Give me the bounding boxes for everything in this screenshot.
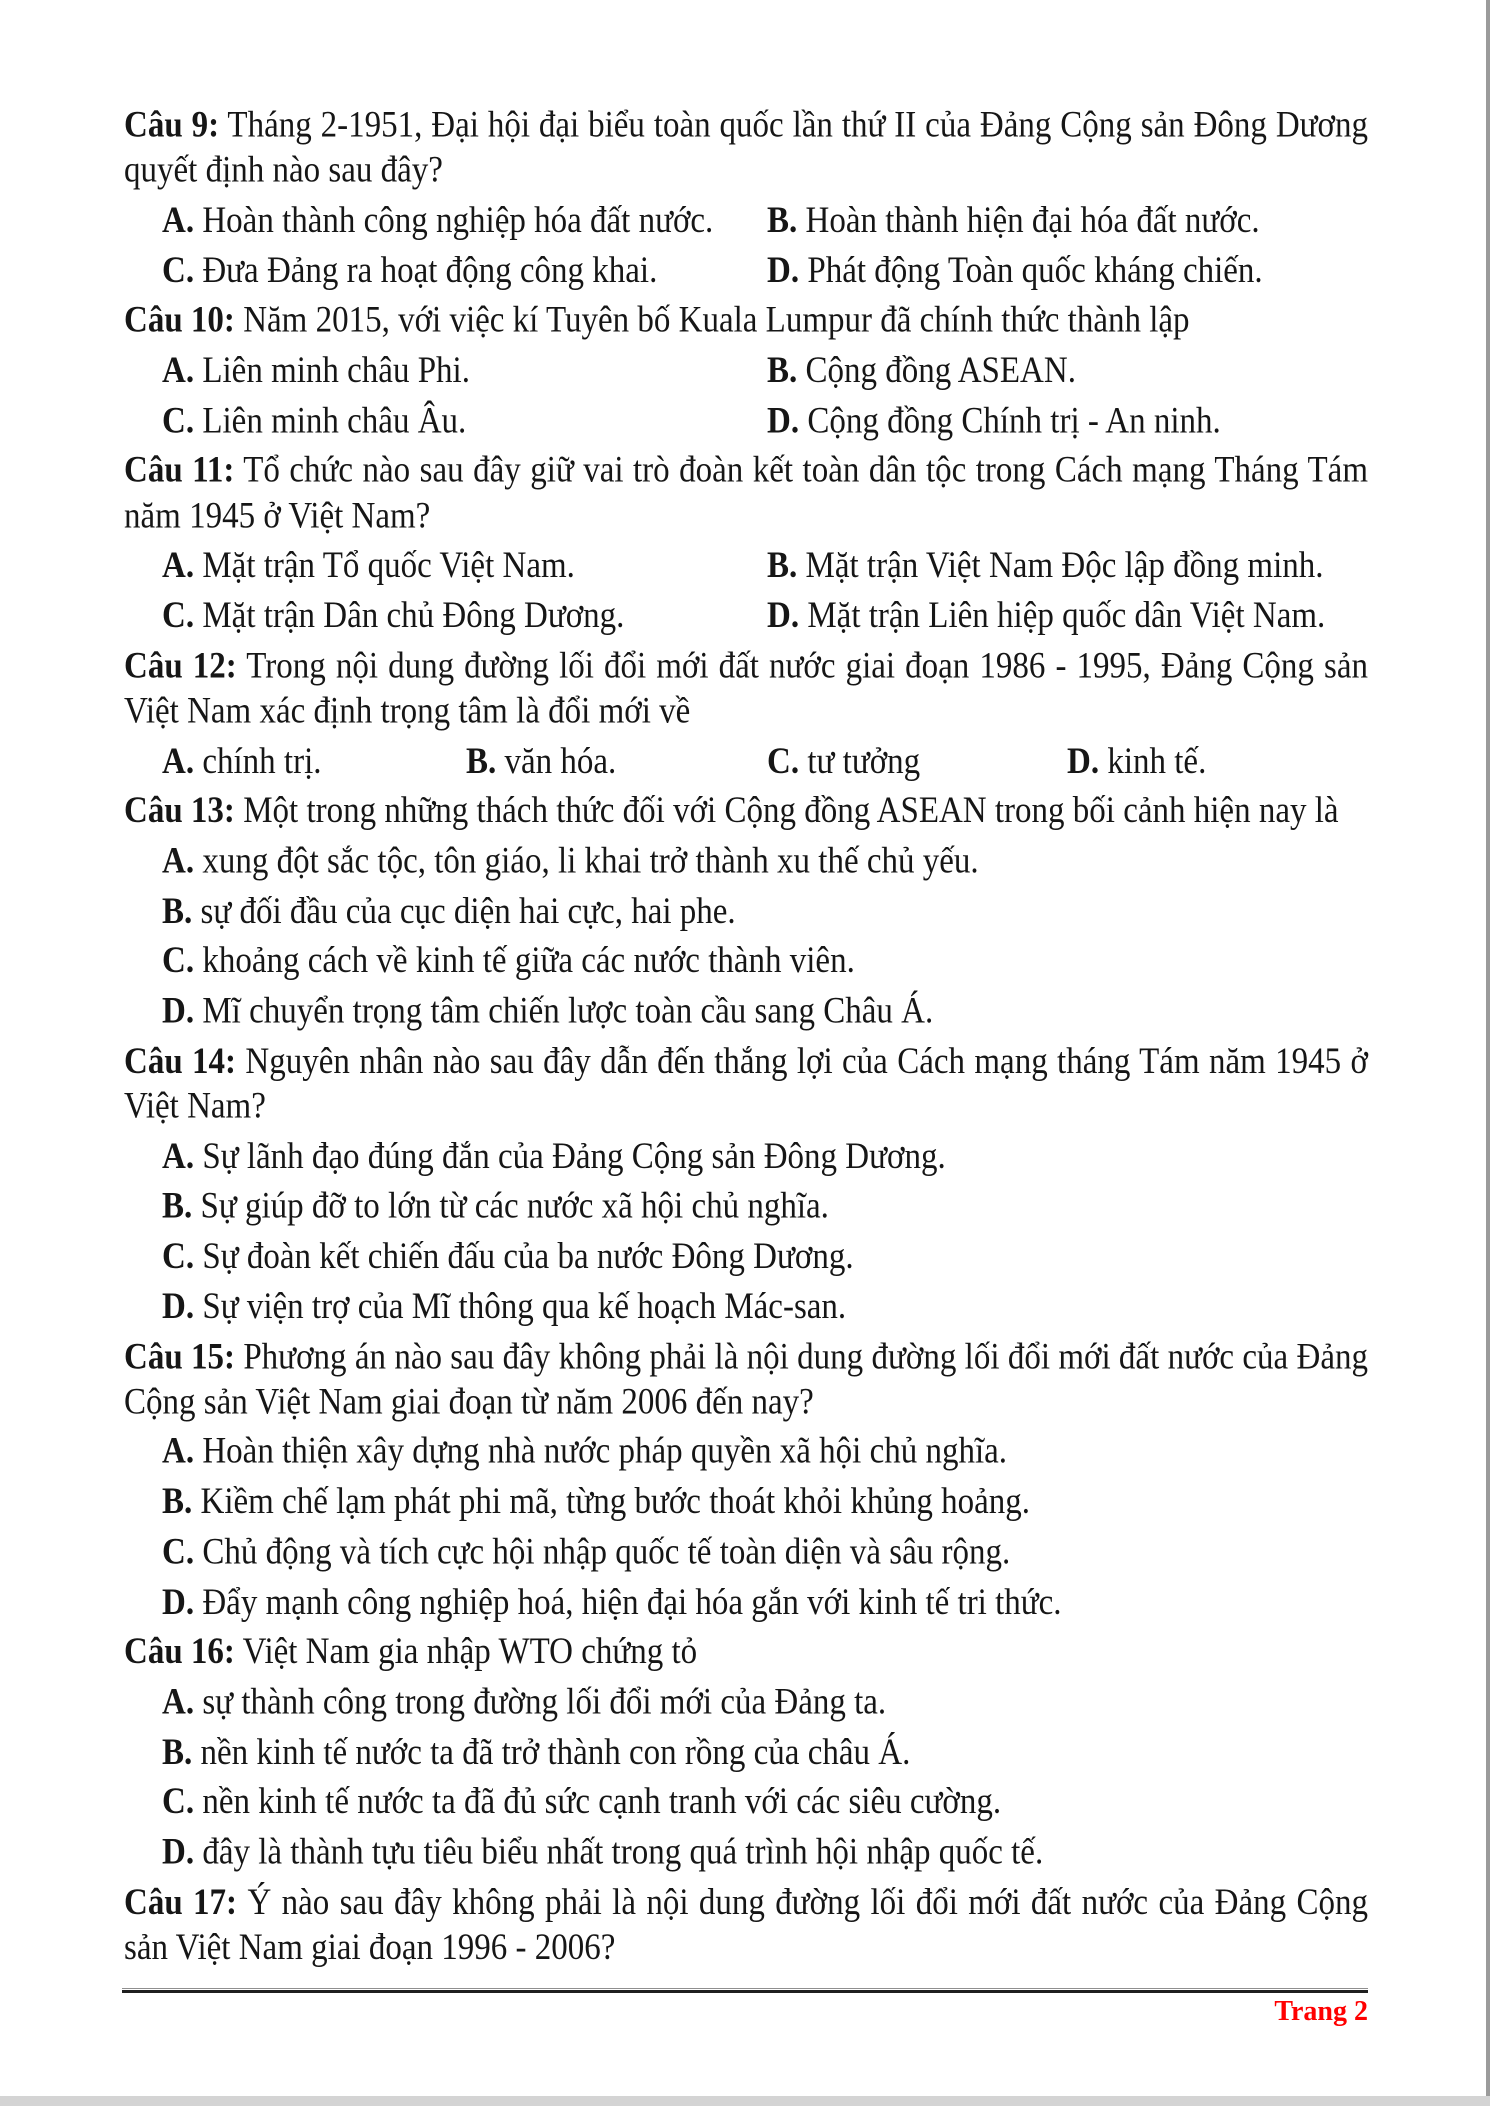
option-text: Mặt trận Liên hiệp quốc dân Việt Nam.	[807, 595, 1326, 637]
option-letter: A.	[162, 545, 195, 587]
question-text-line	[124, 148, 1368, 193]
options-row	[124, 1184, 1368, 1229]
option-item	[162, 739, 466, 784]
option-letter: C.	[162, 1531, 195, 1573]
question-text-line	[124, 689, 1368, 734]
question-block	[124, 448, 1368, 638]
option-text: chính trị.	[202, 740, 322, 782]
option-letter: C.	[162, 400, 195, 441]
question-text-line	[124, 1925, 1368, 1970]
question-text: Nguyên nhân nào sau đây dẫn đến thắng lợi của Cách mạng tháng Tám năm 1945 ở	[245, 1041, 1368, 1082]
question-text: Năm 2015, với việc kí Tuyên bố Kuala Lumpur đã chính thức thành lập	[243, 300, 1190, 341]
question-text: Một trong những thách thức đối với Cộng đồng ASEAN trong bối cảnh hiện nay là	[243, 791, 1339, 832]
options-row	[124, 1530, 1368, 1575]
question-text: Trong nội dung đường lối đổi mới đất nước giai đoạn 1986 - 1995, Đảng Cộng sản	[246, 645, 1369, 687]
option-letter: B.	[767, 545, 798, 587]
option-letter: D.	[767, 595, 800, 637]
options-row	[124, 1284, 1368, 1329]
question-block	[124, 1335, 1368, 1625]
option-letter: D.	[162, 1582, 195, 1623]
options-row	[124, 594, 1368, 639]
option-text: nền kinh tế nước ta đã đủ sức cạnh tranh với các siêu cường.	[202, 1782, 1002, 1823]
option-item	[162, 348, 767, 393]
options-row	[124, 1730, 1368, 1775]
page-number: Trang 2	[1274, 1996, 1368, 2027]
question-block	[124, 1039, 1368, 1329]
question-text-line	[124, 298, 1368, 343]
option-letter: B.	[162, 1481, 193, 1523]
question-text: quyết định nào sau đây?	[124, 150, 443, 191]
question-text-line	[124, 644, 1368, 689]
question-text: Phương án nào sau đây không phải là nội dung đường lối đổi mới đất nước của Đảng	[243, 1336, 1368, 1378]
option-letter: A.	[162, 200, 195, 241]
option-item	[466, 739, 767, 784]
option-text: văn hóa.	[504, 740, 617, 782]
option-letter: A.	[162, 740, 195, 782]
option-text: Mặt trận Dân chủ Đông Dương.	[202, 595, 625, 637]
option-letter: C.	[162, 250, 195, 291]
option-text: Sự viện trợ của Mĩ thông qua kế hoạch Mác-san.	[202, 1286, 847, 1328]
question-block	[124, 1630, 1368, 1875]
option-item	[767, 198, 1368, 243]
options-row	[124, 939, 1368, 984]
option-item	[162, 544, 767, 589]
option-text: khoảng cách về kinh tế giữa các nước thành viên.	[202, 941, 855, 982]
option-item	[767, 348, 1368, 393]
option-letter: A.	[162, 1682, 195, 1723]
question-text: Cộng sản Việt Nam giai đoạn từ năm 2006 đến nay?	[124, 1381, 814, 1423]
options-row	[124, 839, 1368, 884]
option-item	[162, 941, 855, 981]
options-row	[124, 348, 1368, 393]
options-row	[124, 1134, 1368, 1179]
option-letter: B.	[767, 350, 798, 391]
option-text: Kiềm chế lạm phát phi mã, từng bước thoát khỏi khủng hoảng.	[200, 1481, 1030, 1523]
options-row	[124, 739, 1368, 784]
option-letter: D.	[162, 991, 195, 1032]
question-text: Tháng 2-1951, Đại hội đại biểu toàn quốc lần thứ II của Đảng Cộng sản Đông Dương	[227, 105, 1368, 146]
option-letter: A.	[162, 1431, 195, 1473]
option-item	[767, 594, 1368, 639]
option-letter: A.	[162, 1136, 195, 1177]
question-text: Ý nào sau đây không phải là nội dung đường lối đổi mới đất nước của Đảng Cộng	[247, 1882, 1368, 1923]
option-text: nền kinh tế nước ta đã trở thành con rồng của châu Á.	[200, 1732, 911, 1773]
option-item	[162, 1732, 910, 1772]
question-number: Câu 11:	[124, 450, 235, 491]
option-item	[162, 198, 767, 243]
footer-rule	[122, 1988, 1368, 1993]
option-item	[162, 1432, 1007, 1472]
option-text: Liên minh châu Phi.	[202, 350, 470, 391]
option-item	[162, 1187, 829, 1227]
option-letter: D.	[162, 1832, 195, 1873]
options-row	[124, 989, 1368, 1034]
option-letter: A.	[162, 841, 195, 882]
question-number: Câu 13:	[124, 791, 235, 832]
option-text: Liên minh châu Âu.	[202, 400, 467, 441]
option-item	[162, 1582, 1062, 1622]
options-row	[124, 198, 1368, 243]
question-block	[124, 103, 1368, 293]
option-letter: C.	[162, 1782, 195, 1823]
question-text-line	[124, 1039, 1368, 1084]
option-text: Mĩ chuyển trọng tâm chiến lược toàn cầu sang Châu Á.	[202, 991, 934, 1032]
question-text-line	[124, 1335, 1368, 1380]
option-letter: B.	[162, 891, 193, 932]
option-item	[162, 1237, 854, 1277]
option-item	[162, 594, 767, 639]
option-item	[162, 991, 933, 1031]
option-item	[162, 1682, 886, 1722]
option-item	[162, 1782, 1001, 1822]
question-number: Câu 9:	[124, 105, 220, 146]
option-item	[162, 1482, 1030, 1522]
option-text: Sự giúp đỡ to lớn từ các nước xã hội chủ nghĩa.	[200, 1186, 829, 1227]
option-item	[162, 841, 979, 881]
options-row	[124, 1830, 1368, 1875]
question-number: Câu 17:	[124, 1882, 238, 1923]
question-block	[124, 644, 1368, 784]
question-text: Việt Nam gia nhập WTO chứng tỏ	[242, 1632, 698, 1673]
option-text: Mặt trận Tổ quốc Việt Nam.	[202, 545, 575, 587]
option-text: sự thành công trong đường lối đổi mới của Đảng ta.	[202, 1682, 887, 1723]
option-item	[767, 248, 1368, 293]
page-edge-bottom	[0, 2096, 1490, 2106]
option-text: đây là thành tựu tiêu biểu nhất trong quá trình hội nhập quốc tế.	[202, 1832, 1044, 1873]
option-text: Hoàn thành công nghiệp hóa đất nước.	[202, 200, 714, 241]
options-row	[124, 398, 1368, 443]
exam-content	[124, 103, 1368, 1970]
option-letter: C.	[162, 941, 195, 982]
options-row	[124, 1234, 1368, 1279]
option-text: Hoàn thiện xây dựng nhà nước pháp quyền xã hội chủ nghĩa.	[202, 1431, 1008, 1473]
option-text: Đưa Đảng ra hoạt động công khai.	[202, 250, 658, 291]
options-row	[124, 1430, 1368, 1475]
option-text: kinh tế.	[1107, 740, 1207, 782]
option-item	[162, 1532, 1010, 1572]
option-item	[162, 1287, 846, 1327]
option-text: Mặt trận Việt Nam Độc lập đồng minh.	[805, 545, 1324, 587]
option-item	[162, 1136, 946, 1176]
question-text-line	[124, 1084, 1368, 1129]
option-text: Hoàn thành hiện đại hóa đất nước.	[805, 200, 1260, 241]
options-row	[124, 1680, 1368, 1725]
option-text: sự đối đầu của cục diện hai cực, hai phe.	[200, 891, 736, 932]
option-text: Phát động Toàn quốc kháng chiến.	[807, 250, 1263, 291]
question-block	[124, 298, 1368, 443]
option-letter: C.	[162, 595, 195, 637]
option-letter: B.	[767, 200, 798, 241]
question-number: Câu 15:	[124, 1336, 235, 1378]
option-text: Chủ động và tích cực hội nhập quốc tế toàn diện và sâu rộng.	[202, 1531, 1011, 1573]
option-item	[767, 544, 1368, 589]
question-text-line	[124, 1380, 1368, 1425]
options-row	[124, 544, 1368, 589]
question-block	[124, 1880, 1368, 1970]
option-text: Đẩy mạnh công nghiệp hoá, hiện đại hóa gắn với kinh tế tri thức.	[202, 1582, 1062, 1623]
question-text-line	[124, 1630, 1368, 1675]
option-text: tư tưởng	[807, 740, 921, 782]
option-letter: B.	[162, 1732, 193, 1773]
option-item	[162, 248, 767, 293]
question-number: Câu 14:	[124, 1041, 237, 1082]
question-number: Câu 16:	[124, 1632, 235, 1673]
question-text: Việt Nam xác định trọng tâm là đổi mới về	[124, 690, 691, 732]
option-letter: C.	[767, 740, 800, 782]
question-number: Câu 12:	[124, 645, 237, 687]
option-text: Cộng đồng Chính trị - An ninh.	[807, 400, 1221, 441]
question-block	[124, 789, 1368, 1034]
option-item	[767, 398, 1368, 443]
question-text-line	[124, 1880, 1368, 1925]
options-row	[124, 1780, 1368, 1825]
option-letter: D.	[767, 400, 800, 441]
question-text-line	[124, 448, 1368, 493]
option-text: xung đột sắc tộc, tôn giáo, li khai trở thành xu thế chủ yếu.	[202, 841, 979, 882]
options-row	[124, 889, 1368, 934]
question-number: Câu 10:	[124, 300, 235, 341]
option-letter: D.	[1067, 740, 1100, 782]
option-letter: B.	[162, 1186, 193, 1227]
option-letter: B.	[466, 740, 497, 782]
question-text-line	[124, 789, 1368, 834]
option-item	[1067, 739, 1368, 784]
option-item	[162, 398, 767, 443]
option-item	[767, 739, 1067, 784]
options-row	[124, 1580, 1368, 1625]
option-item	[162, 1832, 1043, 1872]
question-text: Việt Nam?	[124, 1086, 266, 1127]
question-text-line	[124, 493, 1368, 538]
option-letter: D.	[162, 1286, 195, 1328]
options-row	[124, 248, 1368, 293]
option-text: Cộng đồng ASEAN.	[805, 350, 1076, 391]
question-text: sản Việt Nam giai đoạn 1996 - 2006?	[124, 1927, 616, 1968]
question-text: năm 1945 ở Việt Nam?	[124, 495, 431, 537]
option-text: Sự lãnh đạo đúng đắn của Đảng Cộng sản Đông Dương.	[202, 1136, 946, 1177]
question-text: Tổ chức nào sau đây giữ vai trò đoàn kết toàn dân tộc trong Cách mạng Tháng Tám	[243, 450, 1368, 491]
page-edge-right	[1486, 0, 1490, 2106]
option-text: Sự đoàn kết chiến đấu của ba nước Đông Dương.	[202, 1236, 854, 1277]
option-letter: A.	[162, 350, 195, 391]
option-item	[162, 891, 736, 931]
option-letter: C.	[162, 1236, 195, 1277]
question-text-line	[124, 103, 1368, 148]
options-row	[124, 1480, 1368, 1525]
option-letter: D.	[767, 250, 800, 291]
